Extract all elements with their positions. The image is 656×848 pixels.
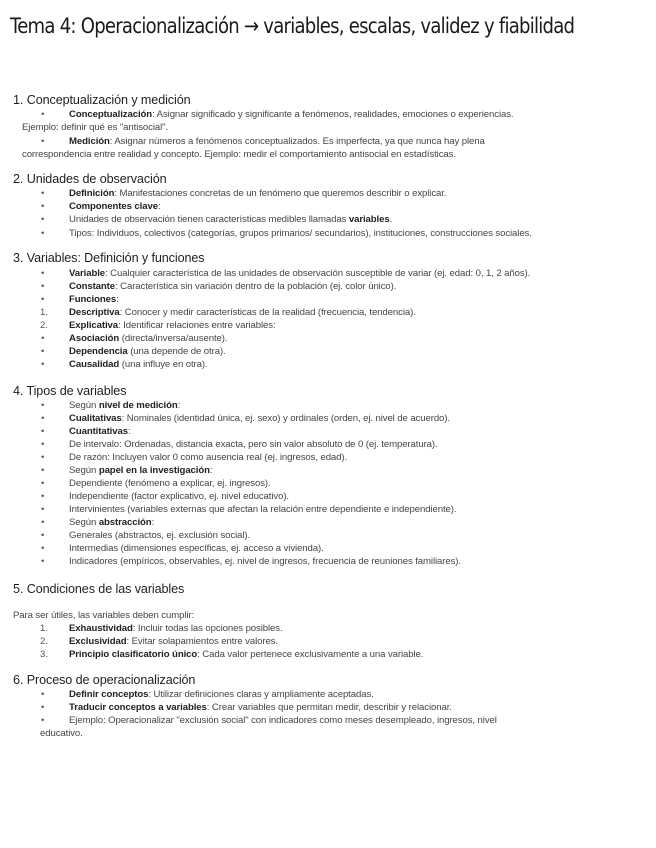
section-heading: 1. Conceptualización y medición (13, 93, 191, 107)
list-item: Generales (abstractos, ej. exclusión social). (69, 530, 251, 541)
list-item (69, 426, 131, 437)
bullet: • (41, 109, 45, 120)
term: Conceptualización (69, 109, 153, 120)
section-heading: 5. Condiciones de las variables (13, 582, 185, 596)
list-item (69, 294, 119, 305)
bullet: • (41, 188, 45, 199)
list-item (69, 689, 374, 700)
list-item (69, 649, 423, 660)
bullet: • (41, 439, 45, 450)
bullet: • (41, 715, 45, 726)
list-item (69, 281, 396, 292)
list-item: Intermedias (dimensiones específicas, ej. acceso a vivienda). (69, 543, 324, 554)
item-text: : Manifestaciones concretas de un fenómeno que queremos describir o explicar. (114, 188, 447, 199)
term: abstracción (98, 517, 152, 528)
term: Definición (69, 188, 115, 199)
bullet: • (41, 413, 45, 424)
item-text: : (116, 294, 119, 305)
item-text: (una influye en otra). (119, 359, 208, 370)
item-text: : Cualquier característica de las unidades de observación susceptible de variar (ej. edad: 0, 1, 2 años). (105, 268, 531, 279)
term: Funciones (69, 294, 117, 305)
item-text: : Característica sin variación dentro de la población (ej. color único). (115, 281, 397, 292)
term: Traducir conceptos a variables (69, 702, 207, 713)
bullet: • (41, 543, 45, 554)
section-heading: 2. Unidades de observación (13, 172, 167, 186)
bullet: • (41, 491, 45, 502)
item-text: (directa/inversa/ausente). (119, 333, 228, 344)
item-text: Unidades de observación tienen características medibles llamadas (69, 214, 349, 225)
item-text: : Identificar relaciones entre variables: (118, 320, 276, 331)
bullet: • (41, 294, 45, 305)
section-heading: 6. Proceso de operacionalización (13, 673, 196, 687)
list-item (69, 268, 530, 279)
list-item (69, 214, 392, 225)
term: Principio clasificatorio único (69, 649, 198, 660)
term: Dependencia (69, 346, 128, 357)
bullet: • (41, 228, 45, 239)
list-item: Ejemplo: Operacionalizar "exclusión social" con indicadores como meses desempleado, ingresos, nivel (69, 715, 497, 726)
item-text: Según (69, 465, 99, 476)
item-text: . (389, 214, 393, 225)
list-number: 1. (40, 623, 49, 634)
bullet: • (41, 452, 45, 463)
term: Medición (69, 136, 110, 147)
item-text: : Cada valor pertenece exclusivamente a una variable. (197, 649, 424, 660)
bullet: • (41, 333, 45, 344)
term: variables (348, 214, 390, 225)
list-item: De intervalo: Ordenadas, distancia exacta, pero sin valor absoluto de 0 (ej. temperatura). (69, 439, 438, 450)
bullet: • (41, 281, 45, 292)
term: Exclusividad (69, 636, 127, 647)
bullet: • (41, 426, 45, 437)
list-number: 2. (40, 320, 49, 331)
bullet: • (41, 346, 45, 357)
bullet: • (41, 136, 45, 147)
item-text: : (157, 201, 161, 212)
list-item (69, 136, 485, 147)
list-number: 3. (40, 649, 49, 660)
bullet: • (41, 517, 45, 528)
bullet: • (41, 504, 45, 515)
bullet: • (41, 268, 45, 279)
item-text: : (209, 465, 213, 476)
item-text: : Asignar significado y significante a fenómenos, realidades, emociones o experiencias. (152, 109, 514, 120)
list-item (69, 400, 180, 411)
term: Definir conceptos (69, 689, 149, 700)
item-text: : Conocer y medir características de la realidad (frecuencia, tendencia). (119, 307, 416, 318)
list-item (69, 413, 450, 424)
list-item (69, 307, 416, 318)
term: Explicativa (69, 320, 119, 331)
term: Asociación (69, 333, 120, 344)
bullet: • (41, 530, 45, 541)
term: Cualitativas (69, 413, 122, 424)
section-heading: 4. Tipos de variables (13, 384, 127, 398)
list-item (69, 320, 276, 331)
list-item: Intervinientes (variables externas que afectan la relación entre dependiente e independiente). (69, 504, 457, 515)
list-item (69, 517, 154, 528)
list-item: Dependiente (fenómeno a explicar, ej. ingresos). (69, 478, 271, 489)
term: nivel de medición (98, 400, 178, 411)
item-text: Según (69, 517, 99, 528)
bullet: • (41, 214, 45, 225)
list-item-continuation: educativo. (40, 728, 83, 739)
list-item (69, 201, 161, 212)
bullet: • (41, 465, 45, 476)
list-item (69, 188, 446, 199)
list-item (69, 346, 226, 357)
item-text: : Crear variables que permitan medir, describir y relacionar. (206, 702, 452, 713)
bullet: • (41, 478, 45, 489)
item-text: (una depende de otra). (127, 346, 226, 357)
list-item (69, 702, 452, 713)
term: Constante (69, 281, 116, 292)
list-item (69, 636, 278, 647)
list-item (69, 109, 513, 120)
intro-text: Para ser útiles, las variables deben cumplir: (13, 610, 195, 621)
item-text: Según (69, 400, 99, 411)
bullet: • (41, 702, 45, 713)
term: Descriptiva (69, 307, 120, 318)
bullet: • (41, 359, 45, 370)
item-text: : Asignar números a fenómenos conceptualizados. Es imperfecta, ya que nunca hay plena (109, 136, 485, 147)
list-item: Independiente (factor explicativo, ej. nivel educativo). (69, 491, 289, 502)
term: Cuantitativas (69, 426, 128, 437)
bullet: • (41, 689, 45, 700)
bullet: • (41, 400, 45, 411)
section-heading: 3. Variables: Definición y funciones (13, 251, 205, 265)
term: Variable (69, 268, 106, 279)
item-text: : Utilizar definiciones claras y ampliamente aceptadas. (148, 689, 374, 700)
item-text: : Evitar solapamientos entre valores. (126, 636, 278, 647)
list-item (69, 333, 227, 344)
bullet: • (41, 201, 45, 212)
list-item: Tipos: Individuos, colectivos (categorías, grupos primarios/ secundarios), instituciones, construcciones sociales. (69, 228, 532, 239)
page-title: Tema 4: Operacionalización → variables, escalas, validez y fiabilidad (10, 14, 575, 39)
item-text: : (177, 400, 181, 411)
item-text: : (151, 517, 155, 528)
list-item-continuation: Ejemplo: definir qué es "antisocial". (22, 122, 169, 133)
bullet: • (41, 556, 45, 567)
list-item-continuation: correspondencia entre realidad y concepto. Ejemplo: medir el comportamiento antisocial en estadísticas. (22, 149, 456, 160)
item-text: : Incluir todas las opciones posibles. (132, 623, 283, 634)
term: Exhaustividad (69, 623, 133, 634)
item-text: : Nominales (identidad única, ej. sexo) y ordinales (orden, ej. nivel de acuerdo). (121, 413, 450, 424)
list-item: De razón: Incluyen valor 0 como ausencia real (ej. ingresos, edad). (69, 452, 348, 463)
list-item (69, 623, 283, 634)
term: Componentes clave (69, 201, 158, 212)
list-number: 2. (40, 636, 49, 647)
list-item: Indicadores (empíricos, observables, ej. nivel de ingresos, frecuencia de reuniones familiares). (69, 556, 461, 567)
list-number: 1. (40, 307, 49, 318)
item-text: : (127, 426, 131, 437)
list-item (69, 465, 212, 476)
term: Causalidad (69, 359, 120, 370)
term: papel en la investigación (98, 465, 210, 476)
list-item (69, 359, 208, 370)
